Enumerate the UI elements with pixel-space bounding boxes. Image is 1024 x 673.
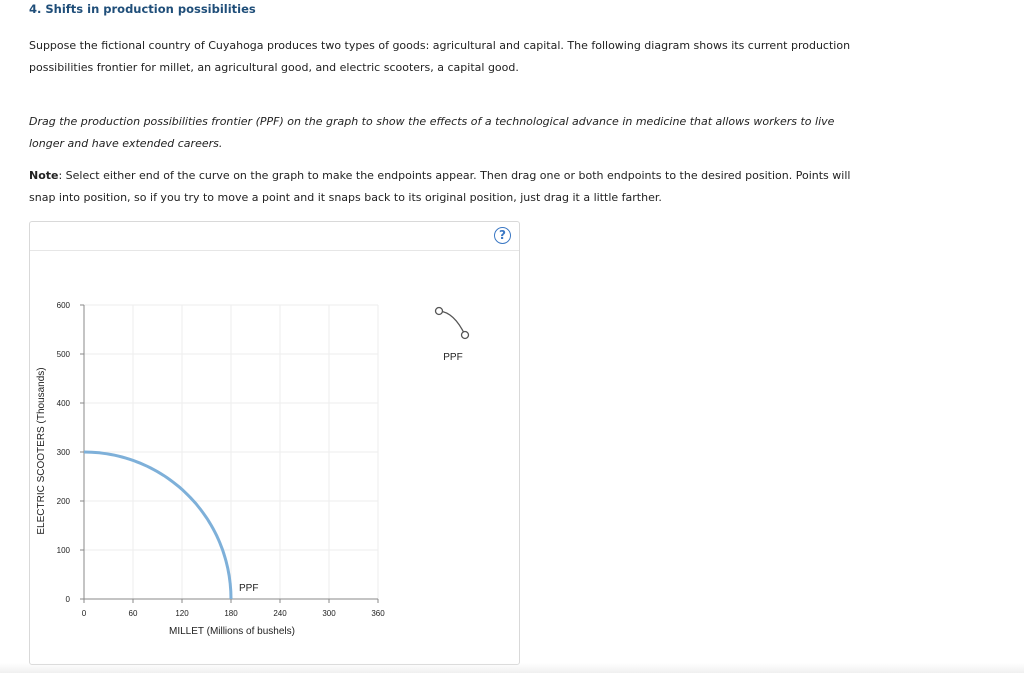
page-bottom-shadow: [0, 663, 1024, 673]
palette-curve-icon: [439, 311, 465, 335]
y-tick-label: 200: [56, 497, 70, 506]
x-tick-label: 300: [322, 609, 336, 618]
intro-line-2: possibilities frontier for millet, an agricultural good, and electric scooters, a capital good.: [29, 61, 519, 74]
page-title: 4. Shifts in production possibilities: [29, 2, 256, 16]
x-tick-label: 240: [273, 609, 287, 618]
palette-endpoint-bottom[interactable]: [462, 332, 469, 339]
tick-labels: [57, 301, 386, 618]
y-tick-label: 600: [56, 301, 70, 310]
y-tick-label: 300: [56, 448, 70, 457]
help-button[interactable]: ?: [494, 227, 511, 244]
instruction-line-2: longer and have extended careers.: [29, 137, 223, 150]
axes: [80, 305, 378, 603]
instruction-paragraph: [29, 111, 869, 155]
x-tick-label: 360: [371, 609, 385, 618]
ppf-curve-group[interactable]: [84, 452, 258, 599]
ppf-curve[interactable]: [84, 452, 231, 599]
y-tick-label: 100: [56, 546, 70, 555]
x-tick-label: 180: [224, 609, 238, 618]
y-axis-label: ELECTRIC SCOOTERS (Thousands): [36, 367, 47, 535]
grid: [84, 305, 378, 599]
ppf-curve-label: PPF: [239, 583, 259, 594]
intro-line-1: Suppose the fictional country of Cuyahoga produces two types of goods: agricultural and capital. The following diagram shows its current production: [29, 39, 851, 52]
note-text-1: : Select either end of the curve on the graph to make the endpoints appear. Then drag one or both endpoints to the desired position. Points will: [58, 169, 851, 182]
palette-label: PPF: [443, 352, 463, 363]
intro-paragraph: [29, 35, 869, 79]
ppf-chart: [30, 222, 521, 666]
x-tick-label: 60: [128, 609, 138, 618]
y-tick-label: 500: [56, 350, 70, 359]
instruction-line-1: Drag the production possibilities frontier (PPF) on the graph to show the effects of a technological advance in medicine that allows workers to live: [29, 115, 835, 128]
palette-endpoint-top[interactable]: [436, 308, 443, 315]
note-label: Note: [29, 169, 59, 182]
ppf-palette-tool[interactable]: [436, 308, 469, 364]
y-tick-label: 400: [56, 399, 70, 408]
y-tick-label: 0: [65, 595, 70, 604]
x-axis-label: MILLET (Millions of bushels): [169, 626, 295, 637]
x-tick-label: 120: [175, 609, 189, 618]
note-line-1: [29, 165, 869, 187]
note-paragraph: [29, 165, 869, 209]
graph-panel: [29, 221, 520, 665]
x-tick-label: 0: [81, 609, 87, 618]
note-line-2: snap into position, so if you try to move a point and it snaps back to its original position, just drag it a little farther.: [29, 191, 662, 204]
